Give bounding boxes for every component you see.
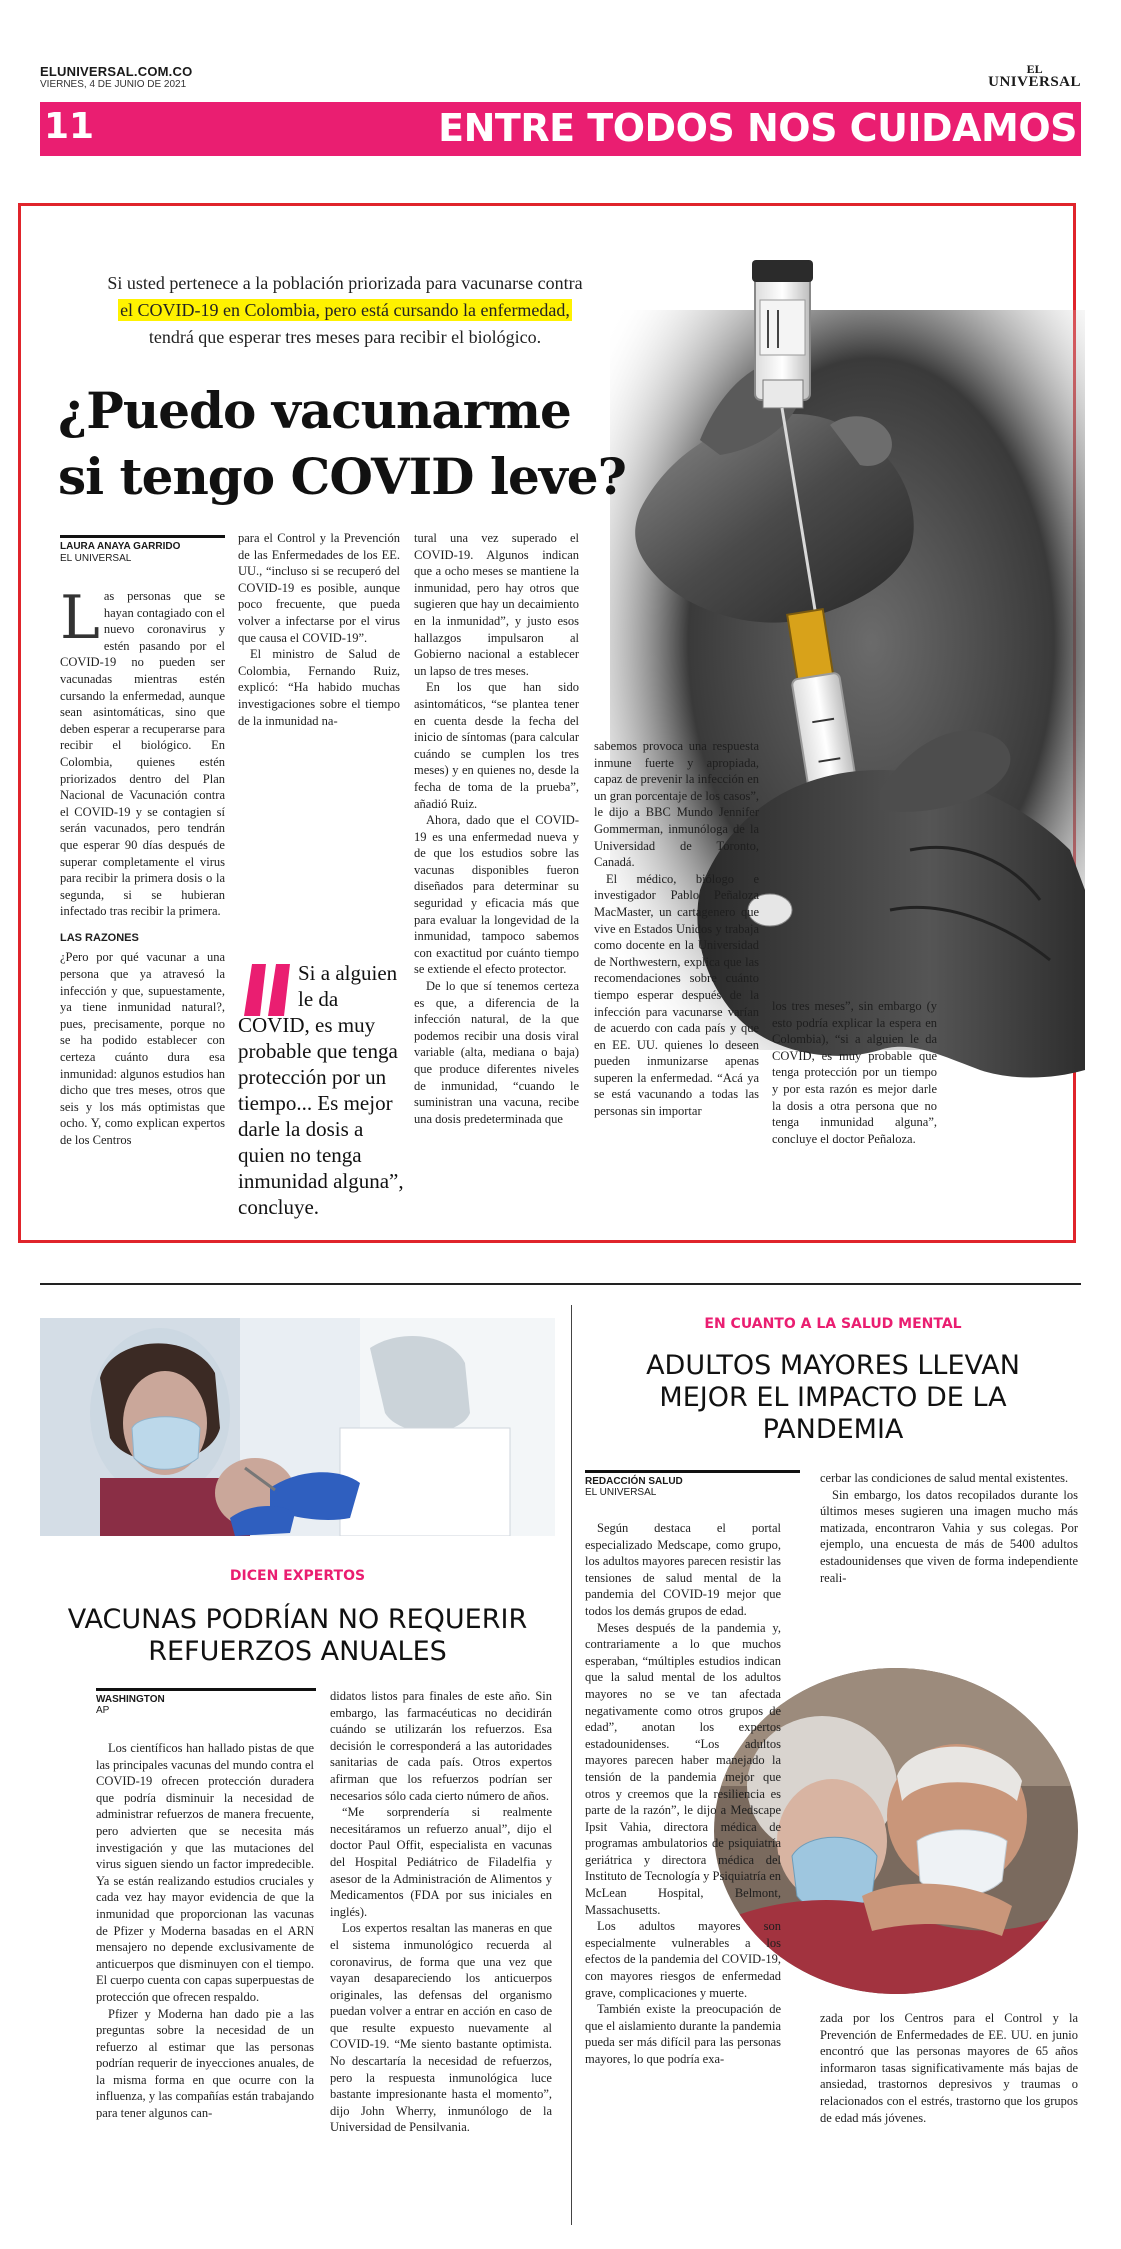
paragraph: También existe la preocupación de que el aislamiento durante la pandemia pueda ser más difícil para las personas mayores, lo que podría exa- [585,2002,781,2066]
paragraph: los tres meses”, sin embargo (y esto podría explicar la espera en Colombia), “si a alguien le da COVID, es muy probable que tenga protección por un tiempo y por esta razón es mejor darle la dosis a otra persona que no tenga inmunidad alguna”, concluye el doctor Peñaloza. [772,999,937,1146]
paragraph: Sin embargo, los datos recopilados durante los últimos meses sugieren una imagen mucho más matizada, encontraron Vahia y sus colegas. Por ejemplo, una encuesta de más de 5400 adultos estadounidenses que viven de forma independiente reali- [820,1487,1078,1585]
intro-highlight: el COVID-19 en Colombia, pero está cursando la enfermedad, [120,300,570,320]
paragraph-text: as personas que se hayan contagiado con el nuevo coronavirus y estén pasando por el COVID-19 no pueden ser vacunadas mientras estén cursando la enfermedad, aunque sean asintomáticas, sino que deben esperar a recuperarse para recibir el biológico. En Colombia, quienes estén priorizados dentro del Plan Nacional de Vacunación contra el COVID-19 y se contagien sí serán vacunados, pero tendrán que esperar 90 días después de superar completamente el virus para recibir la primera dosis o la segunda, si se hubieran infectado tras recibir la primera. [60,589,225,919]
page-number: 11 [44,106,95,147]
logo-top: EL [1026,62,1043,76]
paragraph: “Me sorprendería si realmente necesitáramos un refuerzo anual”, dijo el doctor Paul Offit, especialista en vacunas del Hospital Pediátrico de Filadelfia y asesor de la Administración de Alimentos y Medicamentos (FDA por sus iniciales en inglés). [330,1805,552,1919]
story-column-1 [96,1740,314,2122]
paragraph: zada por los Centros para el Control y la Prevención de Enfermedades de EE. UU. en junio encontró que las personas mayores de 65 años informaron tasas significativamente más bajas de ansiedad, trastornos depresivos y traumas o relacionados con el estrés, trastorno que los grupos de edad más jóvenes. [820,2011,1078,2125]
subhead: LAS RAZONES [60,931,139,944]
feature-column-2 [238,530,400,729]
story-column-1 [585,1520,781,2068]
paragraph: para el Control y la Prevención de las Enfermedades de los EE. UU., “incluso si se recuperó del COVID-19 es posible, aunque poco frecuente, que pueda volver a infectarse por el virus que causa el COVID-19”. [238,531,400,645]
issue-date: VIERNES, 4 DE JUNIO DE 2021 [40,79,187,90]
pull-quote-body: COVID, es muy probable que tenga protección por un tiempo... Es mejor darle la dosis a quien no tenga inmunidad alguna”, concluye. [238,1013,404,1219]
intro-line-3: tendrá que esperar tres meses para recibir el biológico. [148,327,542,347]
story-column-2 [330,1688,552,2136]
story-byline [96,1688,316,1716]
paragraph: Los adultos mayores son especialmente vulnerables a los efectos de la pandemia del COVID-19, con mayores riesgos de enfermedad grave, complicaciones y muerte. [585,1919,781,2000]
story-headline [40,1604,555,1668]
feature-intro [60,270,630,351]
feature-column-1 [60,583,225,1149]
headline-line-1: ¿Puedo vacunarme [58,381,571,440]
headline-line-1: ADULTOS MAYORES LLEVAN [646,1350,1020,1381]
paragraph: Meses después de la pandemia y, contrariamente a lo que muchos esperaban, “múltiples estudios indican que la salud mental de los adultos mayores no se ve tan afectada negativamente como otros grupos de edad”, anotan los expertos estadounidenses. “Los adultos mayores parecen haber manejado la tensión de la pandemia mejor que otros y creemos que la resiliencia es parte de la razón”, le dijo a Medscape Ipsit Vahia, directora médica de programas ambulatorios de psiquiatría geriátrica y directora médica del Instituto de Tecnología y Psiquiatría en McLean Hospital, Belmont, Massachusetts. [585,1620,781,1917]
page-divider [40,1283,1081,1285]
feature-headline [58,378,638,510]
paragraph: ¿Pero por qué vacunar a una persona que ya atravesó la infección y que, supuestamente, ya tiene inmunidad natural?, pues, precisamente, porque no se ha podido establecer con certeza cuánto dura esa inmunidad: algunos estudios han dicho que tres meses, otros que seis y los más optimistas que ocho. Y, como explican expertos de los Centros [60,950,225,1147]
feature-column-5 [772,998,937,1147]
story-kicker: EN CUANTO A LA SALUD MENTAL [704,1316,962,1332]
story-column-3 [820,2010,1078,2126]
feature-column-3 [414,530,579,1127]
feature-column-4 [594,738,759,1120]
drop-cap: L [60,583,100,653]
pull-quote-lead: Si a alguien le da [298,961,398,1011]
feature-byline [60,535,225,564]
section-title: ENTRE TODOS NOS CUIDAMOS [438,106,1077,150]
newspaper-logo [988,63,1081,89]
paragraph: tural una vez superado el COVID-19. Algunos indican que a ocho meses se mantiene la inmunidad, pero hay otros que sugieren que hay un decaimiento en la inmunidad”, y justo esos hallazgos impulsaron al Gobierno nacional a establecer un lapso de tres meses. [414,531,579,678]
story-headline [585,1350,1081,1446]
logo-bottom: UNIVERSAL [988,74,1081,90]
paragraph: cerbar las condiciones de salud mental existentes. [820,1471,1069,1485]
byline-author: LAURA ANAYA GARRIDO [60,541,181,552]
headline-line-2: REFUERZOS ANUALES [148,1636,447,1667]
story-byline [585,1470,800,1498]
paragraph: Los científicos han hallado pistas de que las principales vacunas del mundo contra el COVID-19 ofrecen protección duradera que podría disminuir la necesidad de administrar refuerzos de manera frecuente, pero advierten que se necesita más investigación y que las mutaciones del virus siguen siendo un factor impredecible. Ya se están realizando estudios cruciales y cada vez hay mayor evidencia de que la inmunidad que proporcionan las vacunas de Pfizer y Moderna basadas en el ARN mensajero no depende exclusivamente de anticuerpos que disminuyen con el tiempo. El cuerpo cuenta con capas superpuestas de protección que ofrecen respaldo. [96,1741,314,2004]
intro-line-1: Si usted pertenece a la población priorizada para vacunarse contra [107,273,583,293]
byline-outlet: EL UNIVERSAL [585,1487,657,1498]
story-kicker: DICEN EXPERTOS [229,1568,366,1584]
paragraph: En los que han sido asintomáticos, “se plantea tener en cuenta desde la fecha del inicio de síntomas (para calcular cuándo se cumplen los tres meses) y en quienes no, desde la fecha de toma de la prueba”, añadió Ruiz. [414,680,579,811]
headline-line-2: si tengo COVID leve? [58,447,626,506]
pull-quote [238,960,408,1220]
paragraph: Los expertos resaltan las maneras en que el sistema inmunológico recuerda al coronavirus, de forma que una vez que vayan desapareciendo los anticuerpos originales, las defensas del organismo puedan volver a entrar en acción en caso de que resulte expuesto nuevamente al COVID-19. “Me siento bastante optimista. No descartaría la necesidad de refuerzos, pero la respuesta inmunológica luce bastante impresionante hasta el momento”, dijo John Wherry, inmunólogo de la Universidad de Pensilvania. [330,1921,552,2135]
paragraph: Ahora, dado que el COVID-19 es una enfermedad nueva y de que los estudios sobre las vacunas disponibles fueron diseñados para determinar su seguridad y eficacia más que para evaluar la longevidad de la inmunidad, tampoco sabemos con exactitud por cuánto tiempo se extiende el efecto protector. [414,813,579,977]
paragraph: Pfizer y Moderna han dado pie a las preguntas sobre la necesidad de un refuerzo al estimar que las personas podrían requerir de inyecciones anuales, de la misma forma en que ocurre con la influenza, y las compañías están trabajando para tener algunos can- [96,2006,314,2121]
headline-line-2: MEJOR EL IMPACTO DE LA [659,1382,1007,1413]
vaccination-photo [40,1318,555,1536]
paragraph: Según destaca el portal especializado Medscape, como grupo, los adultos mayores parecen resistir las tensiones de salud mental de la pandemia del COVID-19 mejor que todos los demás grupos de edad. [585,1521,781,1618]
byline-agency: AP [96,1705,110,1716]
paragraph [60,583,225,920]
headline-line-1: VACUNAS PODRÍAN NO REQUERIR [67,1604,528,1635]
paragraph: De lo que sí tenemos certeza es que, a diferencia de la infección natural, de la que podemos recibir una dosis viral variable (alta, mediana o baja) que produce diferentes niveles de inmunidad, “cuando le suministran una vacuna, recibe una dosis predeterminada que [414,979,579,1126]
story-column-2 [820,1470,1078,1586]
byline-location: WASHINGTON [96,1694,165,1705]
paragraph: El ministro de Salud de Colombia, Fernando Ruiz, explicó: “Ha habido muchas investigaciones sobre el tiempo de la inmunidad na- [238,647,400,728]
paragraph: didatos listos para finales de este año. Sin embargo, las farmacéuticas no decidirán cuándo se utilizarán los refuerzos. Esa decisión le corresponderá a las autoridades sanitarias de cada país. Otros expertos afirman que los refuerzos podrían ser necesarios sólo cada cierto número de años. [330,1689,552,1803]
paragraph: sabemos provoca una respuesta inmune fuerte y apropiada, capaz de prevenir la infección en un gran porcentaje de los casos”, le dijo a BBC Mundo Jennifer Gommerman, inmunóloga de la Universidad de Toronto, Canadá. [594,739,759,870]
byline-author: REDACCIÓN SALUD [585,1476,683,1487]
site-url[interactable]: ELUNIVERSAL.COM.CO [40,64,193,79]
byline-outlet: EL UNIVERSAL [60,553,132,564]
headline-line-3: PANDEMIA [762,1414,904,1445]
paragraph: El médico, biólogo e investigador Pablo Peñaloza MacMaster, un cartagenero que vive en Estados Unidos y trabaja como docente en la Universidad de Northwestern, explica que las recomendaciones sobre cuánto tiempo esperar después de la infección para vacunarse varían de acuerdo con cada país y que en EE. UU. quienes lo deseen pueden inmunizarse apenas superen la enfermedad. “Acá ya se está vacunando a todas las personas sin importar [594,871,759,1119]
column-divider [571,1305,572,2225]
